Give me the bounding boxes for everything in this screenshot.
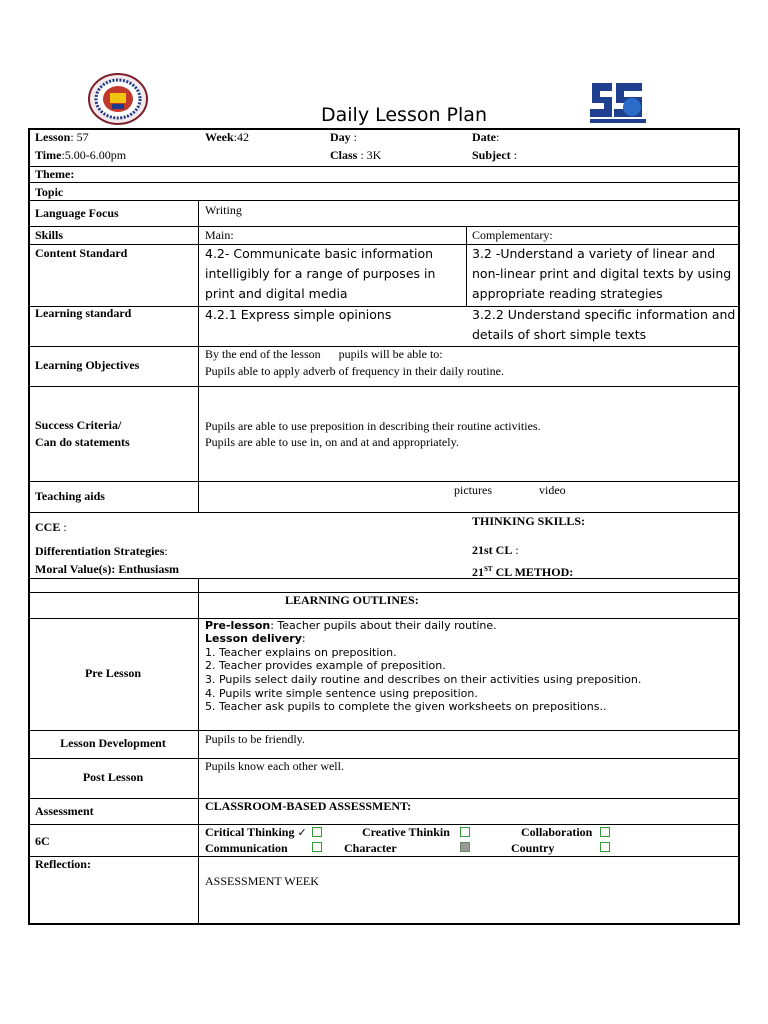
- success-criteria-line2: Pupils are able to use in, on and at and appropriately.: [205, 435, 459, 449]
- class-field: Class : 3K: [330, 148, 382, 162]
- creative-thinking-label: Creative Thinkin: [362, 825, 450, 839]
- teaching-aids-label: Teaching aids: [35, 489, 105, 503]
- day-field: Day :: [330, 130, 358, 144]
- post-lesson-value: Pupils know each other well.: [205, 759, 344, 773]
- skills-main: Main:: [205, 228, 234, 242]
- time-field: Time:5.00-6.00pm: [35, 148, 127, 162]
- week-field: Week:42: [205, 130, 250, 144]
- learning-standard-label: Learning standard: [35, 306, 132, 320]
- communication-label: Communication: [205, 841, 288, 855]
- topic-label: Topic: [35, 185, 64, 199]
- content-standard-label: Content Standard: [35, 246, 128, 260]
- success-criteria-label: Success Criteria/: [35, 418, 122, 432]
- class-6c-label: 6C: [35, 834, 50, 848]
- skills-label: Skills: [35, 228, 64, 242]
- post-lesson-label: Post Lesson: [82, 770, 144, 784]
- learning-standard-comp: 3.2.2 Understand specific information and details of short simple texts: [472, 307, 736, 342]
- teaching-aids-pictures: pictures: [454, 483, 492, 497]
- communication-checkbox[interactable]: [312, 842, 322, 852]
- classroom-assessment-label: CLASSROOM-BASED ASSESSMENT:: [205, 799, 412, 813]
- pre-lesson-heading: Pre-lesson: Teacher pupils about their daily routine.: [205, 619, 497, 632]
- can-do-statements-label: Can do statements: [35, 435, 130, 449]
- skills-complementary: Complementary:: [472, 228, 553, 242]
- reflection-label: Reflection:: [35, 857, 91, 871]
- subject-field: Subject :: [472, 148, 518, 162]
- thinking-skills-label: THINKING SKILLS:: [472, 514, 586, 528]
- cl21-field: 21st CL :: [472, 543, 519, 557]
- cl21-method-label: 21ST CL METHOD:: [472, 565, 574, 579]
- lesson-delivery-step: 4. Pupils write simple sentence using preposition.: [205, 687, 478, 700]
- page-title: Daily Lesson Plan: [321, 104, 487, 126]
- checkmark-icon: ✓: [297, 827, 307, 839]
- differentiation-field: Differentiation Strategies:: [35, 544, 168, 558]
- learning-outlines-label: LEARNING OUTLINES:: [285, 593, 419, 607]
- pre-lesson-label: Pre Lesson: [84, 666, 142, 680]
- country-label: Country: [511, 841, 555, 855]
- lesson-development-label: Lesson Development: [60, 736, 166, 750]
- language-focus-value: Writing: [205, 203, 242, 217]
- teaching-aids-video: video: [539, 483, 566, 497]
- lesson-delivery-step: 1. Teacher explains on preposition.: [205, 646, 397, 659]
- assessment-label: Assessment: [35, 804, 94, 818]
- content-standard-comp: 3.2 -Understand a variety of linear and non-linear print and digital texts by using appropriate reading strategies: [472, 246, 732, 301]
- language-focus-label: Language Focus: [35, 206, 119, 220]
- critical-thinking-label: Critical Thinking ✓: [205, 825, 307, 839]
- country-checkbox[interactable]: [600, 842, 610, 852]
- creative-thinking-checkbox[interactable]: [460, 827, 470, 837]
- success-criteria-line1: Pupils are able to use preposition in describing their routine activities.: [205, 419, 541, 433]
- lesson-field: Lesson: 57: [35, 130, 89, 144]
- theme-label: Theme:: [35, 167, 75, 181]
- collaboration-checkbox[interactable]: [600, 827, 610, 837]
- critical-thinking-checkbox[interactable]: [312, 827, 322, 837]
- lesson-delivery-step: 2. Teacher provides example of preposition.: [205, 659, 446, 672]
- learning-objectives-line2: Pupils able to apply adverb of frequency in their daily routine.: [205, 364, 504, 378]
- learning-objectives-line1: By the end of the lesson pupils will be able to:: [205, 347, 443, 361]
- lesson-delivery-step: 3. Pupils select daily routine and describes on their activities using preposition.: [205, 673, 642, 686]
- learning-objectives-label: Learning Objectives: [35, 358, 140, 372]
- lesson-delivery-step: 5. Teacher ask pupils to complete the given worksheets on prepositions..: [205, 700, 607, 713]
- content-standard-main: 4.2- Communicate basic information intelligibly for a range of purposes in print and digital media: [205, 246, 436, 301]
- character-checkbox[interactable]: [460, 842, 470, 852]
- learning-standard-main: 4.2.1 Express simple opinions: [205, 307, 392, 322]
- date-field: Date:: [472, 130, 500, 144]
- reflection-value: ASSESSMENT WEEK: [205, 874, 319, 888]
- character-label: Character: [344, 841, 397, 855]
- collaboration-label: Collaboration: [521, 825, 593, 839]
- cce-field: CCE :: [35, 520, 67, 534]
- moral-value-label: Moral Value(s): Enthusiasm: [35, 562, 180, 576]
- lesson-development-value: Pupils to be friendly.: [205, 732, 305, 746]
- lesson-delivery-heading: Lesson delivery:: [205, 632, 306, 645]
